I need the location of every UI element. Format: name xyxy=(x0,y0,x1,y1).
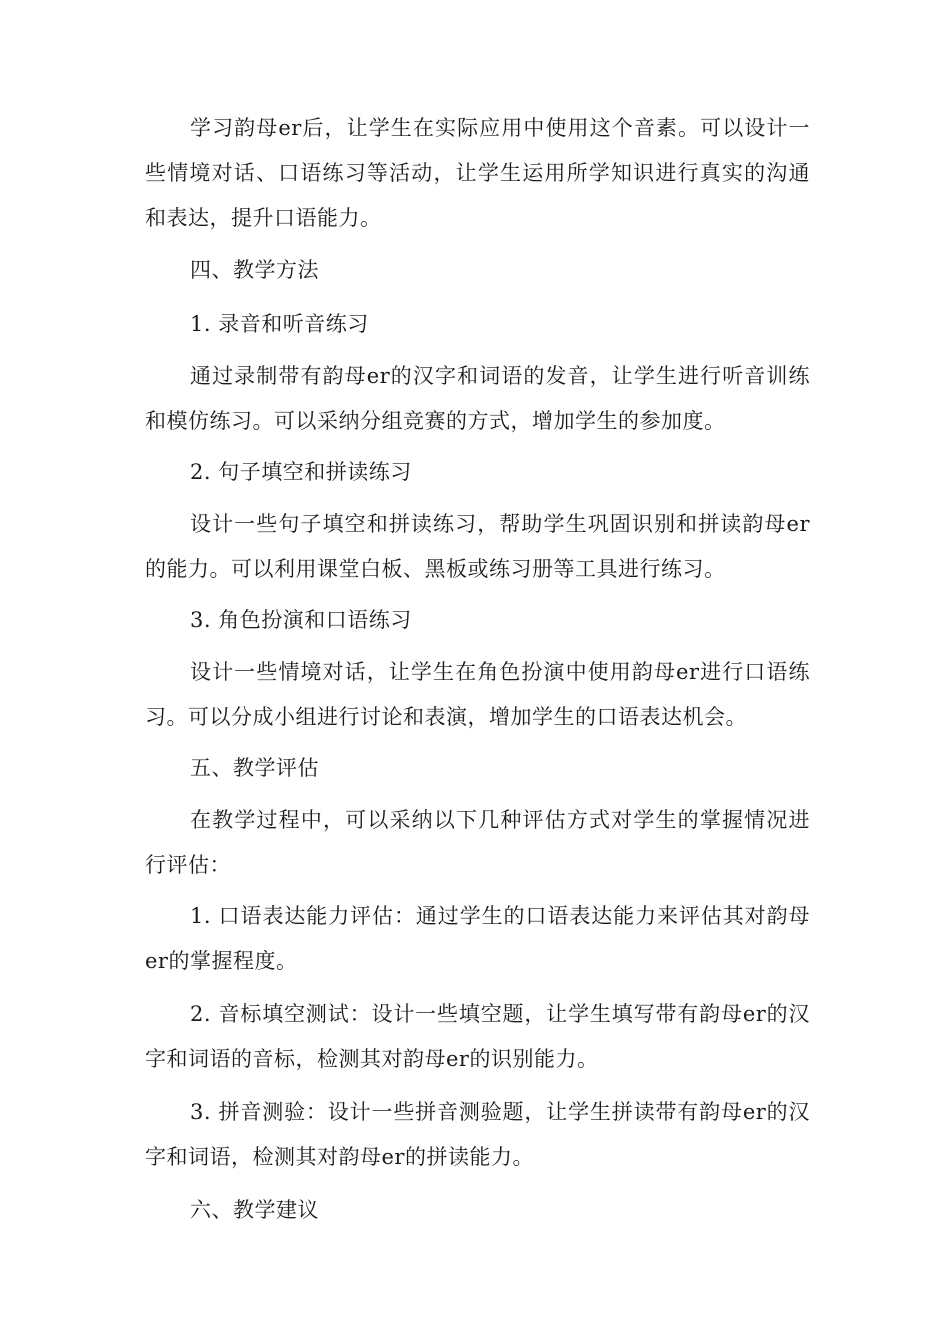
section-heading-evaluation: 五、教学评估 xyxy=(190,756,319,780)
paragraph-role-play: 设计一些情境对话，让学生在角色扮演中使用韵母er进行口语练习。可以分成小组进行讨论和表演，增加学生的口语表达机会。 xyxy=(145,660,810,729)
section-heading-suggestions: 六、教学建议 xyxy=(190,1198,319,1222)
subheading-role-play: 3. 角色扮演和口语练习 xyxy=(190,608,412,632)
paragraph-evaluation-phonetic: 2. 音标填空测试：设计一些填空题，让学生填写带有韵母er的汉字和词语的音标，检测其对韵母er的识别能力。 xyxy=(145,1002,810,1071)
paragraph-sentence-fill: 设计一些句子填空和拼读练习，帮助学生巩固识别和拼读韵母er的能力。可以利用课堂白板、黑板或练习册等工具进行练习。 xyxy=(145,512,810,581)
paragraph-evaluation-oral: 1. 口语表达能力评估：通过学生的口语表达能力来评估其对韵母er的掌握程度。 xyxy=(145,904,810,973)
paragraph-evaluation-intro: 在教学过程中，可以采纳以下几种评估方式对学生的掌握情况进行评估： xyxy=(145,808,810,877)
paragraph-evaluation-pinyin: 3. 拼音测验：设计一些拼音测验题，让学生拼读带有韵母er的汉字和词语，检测其对韵母er的拼读能力。 xyxy=(145,1100,810,1169)
paragraph-recording-listening: 通过录制带有韵母er的汉字和词语的发音，让学生进行听音训练和模仿练习。可以采纳分组竞赛的方式，增加学生的参加度。 xyxy=(145,364,810,433)
subheading-sentence-fill: 2. 句子填空和拼读练习 xyxy=(190,460,412,484)
subheading-recording-listening: 1. 录音和听音练习 xyxy=(190,312,369,336)
section-heading-teaching-methods: 四、教学方法 xyxy=(190,258,319,282)
paragraph-application: 学习韵母er后，让学生在实际应用中使用这个音素。可以设计一些情境对话、口语练习等活动，让学生运用所学知识进行真实的沟通和表达，提升口语能力。 xyxy=(145,116,810,230)
